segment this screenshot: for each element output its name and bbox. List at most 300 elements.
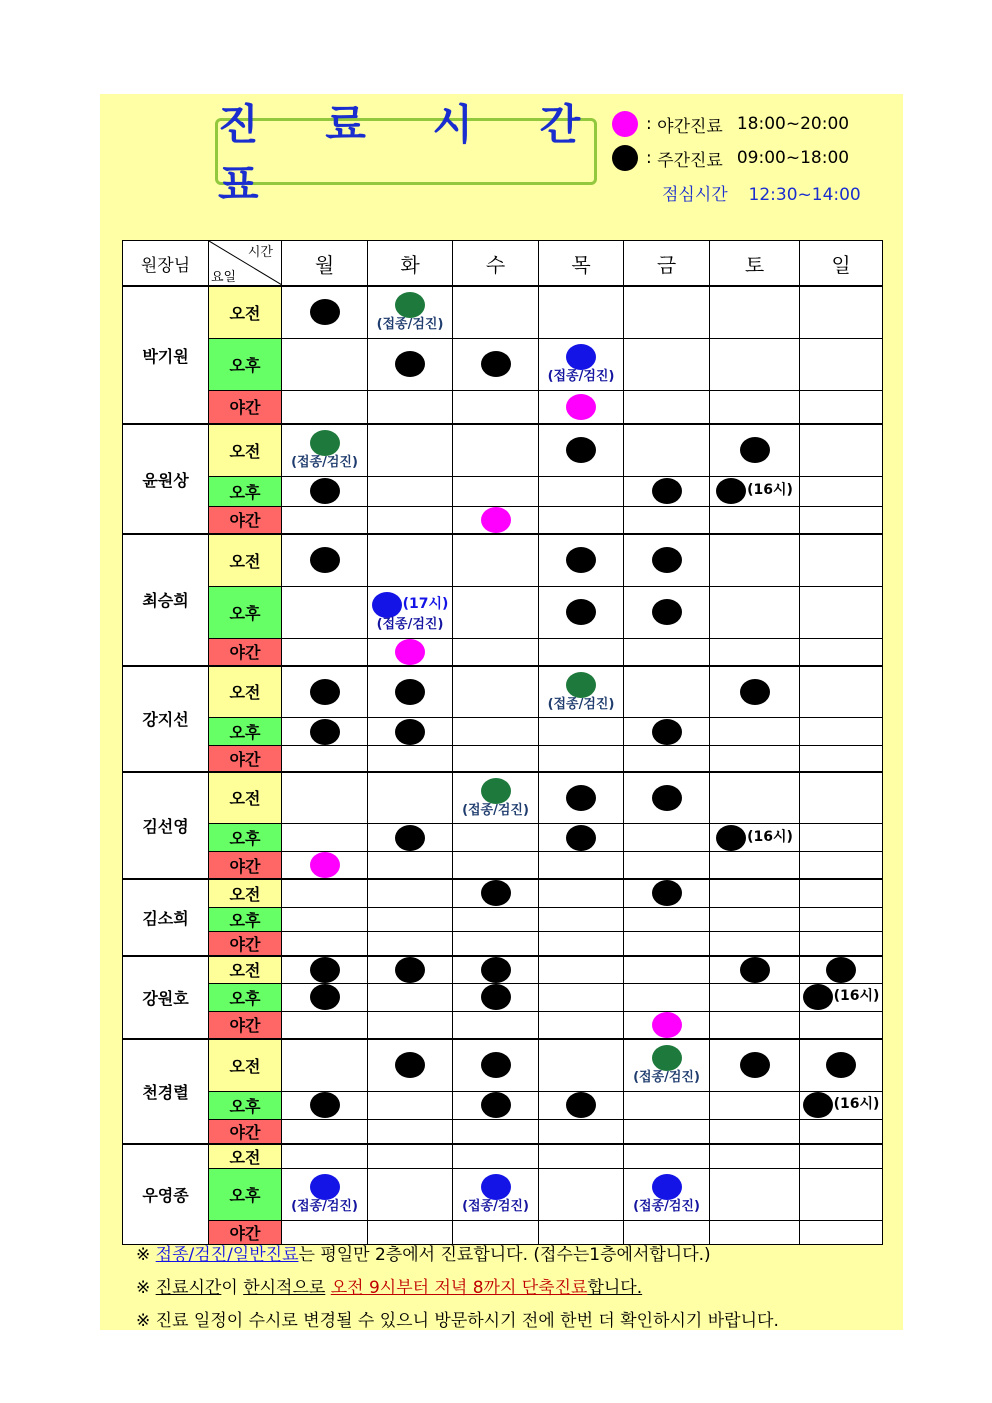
header-day: 요일 (211, 270, 237, 285)
vaccination-checkup-note: (접종/검진) (291, 1198, 358, 1214)
schedule-cell-fri (624, 638, 710, 666)
legend-day-label: 주간진료 (657, 150, 723, 171)
schedule-row (123, 390, 883, 424)
schedule-cell-fri (624, 424, 710, 476)
schedule-cell-fri (624, 956, 710, 984)
schedule-cell-mon (282, 956, 368, 984)
schedule-mark (453, 984, 538, 1010)
schedule-mark (453, 880, 538, 906)
period-label-am: 오전 (209, 1144, 282, 1169)
schedule-cell-mon (282, 390, 368, 424)
schedule-mark (539, 547, 623, 573)
schedule-cell-thu (539, 956, 624, 984)
footer-line2-p2: 이 (221, 1278, 244, 1298)
schedule-cell-sat (710, 956, 800, 984)
green-dot-icon (652, 1045, 682, 1071)
schedule-cell-sun (800, 390, 883, 424)
schedule-cell-tue (368, 956, 453, 984)
schedule-cell-thu (539, 286, 624, 338)
period-label-night: 야간 (209, 638, 282, 666)
schedule-mark (453, 1174, 538, 1214)
schedule-cell-wed (453, 718, 539, 746)
schedule-mark (710, 478, 799, 504)
schedule-cell-sun (800, 1168, 883, 1220)
title-box (215, 99, 607, 209)
schedule-cell-thu (539, 1119, 624, 1144)
vaccination-checkup-note: (접종/검진) (291, 455, 358, 471)
schedule-cell-fri (624, 506, 710, 534)
schedule-mark (539, 344, 623, 384)
schedule-mark (710, 1052, 799, 1078)
black-dot-icon (310, 957, 340, 983)
schedule-mark (624, 599, 709, 625)
schedule-cell-tue (368, 586, 453, 638)
black-dot-icon (310, 679, 340, 705)
schedule-cell-sat (710, 476, 800, 506)
legend-colon: : (646, 114, 658, 134)
black-dot-icon (652, 599, 682, 625)
schedule-row (123, 666, 883, 718)
green-dot-icon (566, 672, 596, 698)
schedule-cell-fri (624, 746, 710, 772)
schedule-cell-fri (624, 534, 710, 586)
footer-line-3 (136, 1306, 779, 1331)
schedule-cell-tue (368, 931, 453, 956)
schedule-mark (539, 672, 623, 712)
doctor-name: 최승희 (123, 534, 209, 666)
schedule-cell-wed (453, 390, 539, 424)
schedule-mark (368, 825, 452, 851)
schedule-cell-fri (624, 824, 710, 852)
header-day-mon: 월 (282, 241, 368, 287)
period-label-pm: 오후 (209, 338, 282, 390)
black-dot-icon (826, 1052, 856, 1078)
schedule-cell-tue (368, 824, 453, 852)
schedule-cell-mon (282, 824, 368, 852)
black-dot-icon (716, 825, 746, 851)
magenta-dot-icon (612, 111, 638, 137)
schedule-cell-fri (624, 852, 710, 880)
schedule-row (123, 286, 883, 338)
schedule-cell-mon (282, 1168, 368, 1220)
schedule-cell-thu (539, 586, 624, 638)
schedule-cell-sun (800, 638, 883, 666)
schedule-cell-sat (710, 1011, 800, 1039)
schedule-mark (368, 592, 452, 632)
schedule-row (123, 1144, 883, 1169)
schedule-cell-tue (368, 852, 453, 880)
header-day-thu: 목 (539, 241, 624, 287)
schedule-mark (624, 719, 709, 745)
schedule-cell-fri (624, 879, 710, 907)
schedule-cell-sat (710, 931, 800, 956)
schedule-mark (282, 299, 367, 325)
schedule-mark (368, 679, 452, 705)
schedule-cell-fri (624, 1144, 710, 1169)
legend-day-hours: 09:00~18:00 (736, 148, 850, 168)
schedule-cell-wed (453, 1039, 539, 1091)
schedule-cell-mon (282, 879, 368, 907)
schedule-cell-thu (539, 983, 624, 1011)
schedule-cell-wed (453, 1011, 539, 1039)
schedule-cell-tue (368, 772, 453, 824)
schedule-cell-wed (453, 506, 539, 534)
schedule-mark (368, 719, 452, 745)
schedule-cell-thu (539, 931, 624, 956)
period-label-night: 야간 (209, 390, 282, 424)
black-dot-icon (395, 679, 425, 705)
schedule-mark (800, 957, 882, 983)
schedule-cell-fri (624, 983, 710, 1011)
schedule-cell-sat (710, 907, 800, 931)
schedule-table (122, 240, 883, 1245)
vaccination-checkup-note: (접종/검진) (462, 802, 529, 818)
period-label-pm: 오후 (209, 1091, 282, 1119)
schedule-cell-sat (710, 983, 800, 1011)
schedule-mark (624, 547, 709, 573)
schedule-row (123, 718, 883, 746)
period-label-night: 야간 (209, 931, 282, 956)
schedule-cell-mon (282, 586, 368, 638)
schedule-cell-tue (368, 746, 453, 772)
schedule-cell-mon (282, 746, 368, 772)
blue-dot-icon (652, 1174, 682, 1200)
schedule-mark (800, 984, 882, 1010)
schedule-cell-sun (800, 879, 883, 907)
schedule-cell-tue (368, 534, 453, 586)
footer-mark: ※ (136, 1245, 151, 1265)
schedule-cell-wed (453, 956, 539, 984)
black-dot-icon (652, 478, 682, 504)
schedule-cell-fri (624, 718, 710, 746)
vaccination-checkup-note: (접종/검진) (376, 616, 444, 632)
black-dot-icon (740, 957, 770, 983)
black-dot-icon (740, 679, 770, 705)
black-dot-icon (566, 785, 596, 811)
schedule-cell-wed (453, 534, 539, 586)
black-dot-icon (481, 1092, 511, 1118)
footer-line1-highlight: 접종/검진/일반진료 (155, 1245, 299, 1265)
footer-mark: ※ (136, 1311, 151, 1331)
schedule-cell-wed (453, 746, 539, 772)
header-doctor: 원장님 (123, 241, 209, 287)
schedule-cell-mon (282, 907, 368, 931)
schedule-cell-wed (453, 852, 539, 880)
schedule-cell-fri (624, 1168, 710, 1220)
vaccination-checkup-note: (접종/검진) (547, 368, 615, 384)
period-label-night: 야간 (209, 852, 282, 880)
schedule-mark (282, 430, 367, 470)
schedule-cell-wed (453, 476, 539, 506)
schedule-cell-fri (624, 1011, 710, 1039)
hours-label: (16시) (833, 988, 880, 1005)
period-label-am: 오전 (209, 1039, 282, 1091)
black-dot-icon (652, 547, 682, 573)
black-dot-icon (566, 599, 596, 625)
schedule-mark (282, 852, 367, 878)
black-dot-icon (566, 547, 596, 573)
schedule-mark (282, 1092, 367, 1118)
header-time: 시간 (247, 245, 273, 260)
schedule-row (123, 956, 883, 984)
schedule-mark (453, 1092, 538, 1118)
hours-label: (16시) (833, 1096, 880, 1113)
schedule-cell-thu (539, 390, 624, 424)
period-label-am: 오전 (209, 286, 282, 338)
magenta-dot-icon (310, 852, 340, 878)
schedule-mark (368, 1052, 452, 1078)
schedule-mark (539, 599, 623, 625)
schedule-cell-sun (800, 746, 883, 772)
schedule-cell-mon (282, 424, 368, 476)
schedule-cell-sun (800, 1091, 883, 1119)
schedule-cell-thu (539, 1144, 624, 1169)
schedule-cell-fri (624, 1039, 710, 1091)
schedule-mark (539, 1092, 623, 1118)
schedule-cell-sun (800, 586, 883, 638)
black-dot-icon (740, 1052, 770, 1078)
schedule-row (123, 1091, 883, 1119)
vaccination-checkup-note: (접종/검진) (376, 317, 444, 333)
footer-mark: ※ (136, 1278, 151, 1298)
schedule-cell-wed (453, 338, 539, 390)
black-dot-icon (652, 785, 682, 811)
schedule-mark (624, 1012, 709, 1038)
black-dot-icon (652, 880, 682, 906)
schedule-cell-mon (282, 1039, 368, 1091)
schedule-row (123, 1168, 883, 1220)
schedule-cell-mon (282, 931, 368, 956)
schedule-cell-tue (368, 983, 453, 1011)
schedule-cell-tue (368, 907, 453, 931)
schedule-cell-wed (453, 286, 539, 338)
black-dot-icon (310, 299, 340, 325)
schedule-row (123, 338, 883, 390)
schedule-mark (282, 957, 367, 983)
schedule-cell-thu (539, 852, 624, 880)
schedule-mark (624, 1045, 709, 1085)
black-dot-icon (395, 825, 425, 851)
schedule-mark (624, 785, 709, 811)
schedule-cell-tue (368, 666, 453, 718)
schedule-cell-mon (282, 1011, 368, 1039)
schedule-cell-sat (710, 338, 800, 390)
black-dot-icon (803, 1092, 833, 1118)
schedule-mark (710, 957, 799, 983)
schedule-mark (282, 547, 367, 573)
schedule-mark (539, 394, 623, 420)
legend-night-hours: 18:00~20:00 (736, 114, 850, 134)
schedule-mark (624, 1174, 709, 1214)
schedule-row (123, 931, 883, 956)
hours-label: (17시) (402, 596, 449, 613)
green-dot-icon (310, 430, 340, 456)
lunch-label: 점심시간 (662, 185, 728, 205)
schedule-row (123, 852, 883, 880)
footer-line2-p3: 한시적으로 (243, 1278, 326, 1298)
schedule-mark (710, 437, 799, 463)
schedule-cell-wed (453, 983, 539, 1011)
schedule-cell-sat (710, 424, 800, 476)
period-label-pm: 오후 (209, 586, 282, 638)
black-dot-icon (310, 719, 340, 745)
black-dot-icon (566, 1092, 596, 1118)
header-row (123, 241, 883, 287)
schedule-cell-sat (710, 718, 800, 746)
doctor-name: 김선영 (123, 772, 209, 880)
schedule-mark (453, 778, 538, 818)
schedule-mark (282, 478, 367, 504)
black-dot-icon (652, 719, 682, 745)
schedule-cell-sat (710, 879, 800, 907)
schedule-cell-thu (539, 1011, 624, 1039)
footer-line3-text: 진료 일정이 수시로 변경될 수 있으니 방문하시기 전에 한번 더 확인하시기 바랍니다. (155, 1311, 779, 1331)
schedule-cell-mon (282, 1119, 368, 1144)
header-day-tue: 화 (368, 241, 453, 287)
schedule-cell-wed (453, 907, 539, 931)
schedule-cell-sun (800, 983, 883, 1011)
schedule-cell-wed (453, 824, 539, 852)
schedule-mark (282, 719, 367, 745)
schedule-cell-thu (539, 1168, 624, 1220)
schedule-cell-wed (453, 879, 539, 907)
footer-line-1 (136, 1240, 711, 1265)
schedule-row (123, 746, 883, 772)
schedule-cell-fri (624, 907, 710, 931)
schedule-cell-sat (710, 506, 800, 534)
schedule-cell-wed (453, 666, 539, 718)
schedule-cell-sat (710, 586, 800, 638)
schedule-cell-sat (710, 772, 800, 824)
black-dot-icon (310, 478, 340, 504)
schedule-cell-tue (368, 638, 453, 666)
period-label-pm: 오후 (209, 1168, 282, 1220)
black-dot-icon (310, 547, 340, 573)
schedule-cell-thu (539, 907, 624, 931)
schedule-row (123, 824, 883, 852)
schedule-cell-sat (710, 1144, 800, 1169)
magenta-dot-icon (652, 1012, 682, 1038)
schedule-cell-fri (624, 1091, 710, 1119)
schedule-cell-thu (539, 772, 624, 824)
schedule-mark (282, 1174, 367, 1214)
doctor-name: 윤원상 (123, 424, 209, 534)
black-dot-icon (740, 437, 770, 463)
schedule-mark (710, 679, 799, 705)
black-dot-icon (310, 984, 340, 1010)
blue-dot-icon (310, 1174, 340, 1200)
black-dot-icon (481, 351, 511, 377)
schedule-cell-thu (539, 746, 624, 772)
schedule-row (123, 638, 883, 666)
period-label-am: 오전 (209, 534, 282, 586)
schedule-cell-tue (368, 506, 453, 534)
doctor-name: 천경렬 (123, 1039, 209, 1144)
schedule-mark (453, 957, 538, 983)
schedule-cell-mon (282, 286, 368, 338)
schedule-cell-wed (453, 931, 539, 956)
period-label-am: 오전 (209, 424, 282, 476)
schedule-cell-mon (282, 638, 368, 666)
schedule-cell-fri (624, 1119, 710, 1144)
schedule-mark (368, 351, 452, 377)
schedule-cell-mon (282, 718, 368, 746)
period-label-pm: 오후 (209, 718, 282, 746)
schedule-cell-mon (282, 338, 368, 390)
schedule-cell-fri (624, 586, 710, 638)
black-dot-icon (481, 1052, 511, 1078)
schedule-cell-wed (453, 1119, 539, 1144)
schedule-cell-wed (453, 638, 539, 666)
schedule-cell-mon (282, 772, 368, 824)
schedule-row (123, 1011, 883, 1039)
schedule-cell-sun (800, 824, 883, 852)
period-label-night: 야간 (209, 1011, 282, 1039)
schedule-cell-tue (368, 1168, 453, 1220)
black-dot-icon (395, 719, 425, 745)
schedule-cell-thu (539, 338, 624, 390)
footer-line2-p1: 진료시간 (155, 1278, 222, 1298)
schedule-cell-sat (710, 534, 800, 586)
black-dot-icon (395, 957, 425, 983)
doctor-name: 박기원 (123, 286, 209, 424)
schedule-mark (282, 679, 367, 705)
vaccination-checkup-note: (접종/검진) (547, 696, 615, 712)
schedule-cell-thu (539, 666, 624, 718)
schedule-mark (453, 507, 538, 533)
period-label-am: 오전 (209, 772, 282, 824)
schedule-cell-sun (800, 338, 883, 390)
schedule-cell-tue (368, 390, 453, 424)
schedule-cell-mon (282, 476, 368, 506)
doctor-name: 강지선 (123, 666, 209, 772)
period-label-night: 야간 (209, 506, 282, 534)
schedule-cell-fri (624, 390, 710, 424)
schedule-cell-fri (624, 931, 710, 956)
schedule-cell-thu (539, 476, 624, 506)
black-dot-icon (395, 1052, 425, 1078)
schedule-mark (368, 639, 452, 665)
schedule-cell-sun (800, 286, 883, 338)
schedule-cell-mon (282, 666, 368, 718)
lunch-hours: 12:30~14:00 (748, 185, 861, 205)
schedule-cell-sat (710, 1091, 800, 1119)
period-label-night: 야간 (209, 1119, 282, 1144)
schedule-cell-sun (800, 1011, 883, 1039)
schedule-cell-tue (368, 879, 453, 907)
schedule-row (123, 476, 883, 506)
schedule-mark (453, 351, 538, 377)
header-day-sat: 토 (710, 241, 800, 287)
schedule-cell-fri (624, 772, 710, 824)
schedule-cell-fri (624, 338, 710, 390)
green-dot-icon (395, 292, 425, 318)
legend-colon: : (646, 148, 658, 168)
schedule-row (123, 424, 883, 476)
schedule-cell-sat (710, 1039, 800, 1091)
schedule-cell-sun (800, 718, 883, 746)
vaccination-checkup-note: (접종/검진) (633, 1198, 700, 1214)
hours-label: (16시) (747, 482, 793, 499)
schedule-row (123, 879, 883, 907)
schedule-row (123, 983, 883, 1011)
black-dot-icon (481, 984, 511, 1010)
schedule-cell-sun (800, 852, 883, 880)
black-dot-icon (566, 437, 596, 463)
footer-line2-highlight: 오전 9시부터 저녁 8까지 단축진료 (330, 1278, 588, 1298)
schedule-cell-sun (800, 772, 883, 824)
schedule-cell-mon (282, 852, 368, 880)
